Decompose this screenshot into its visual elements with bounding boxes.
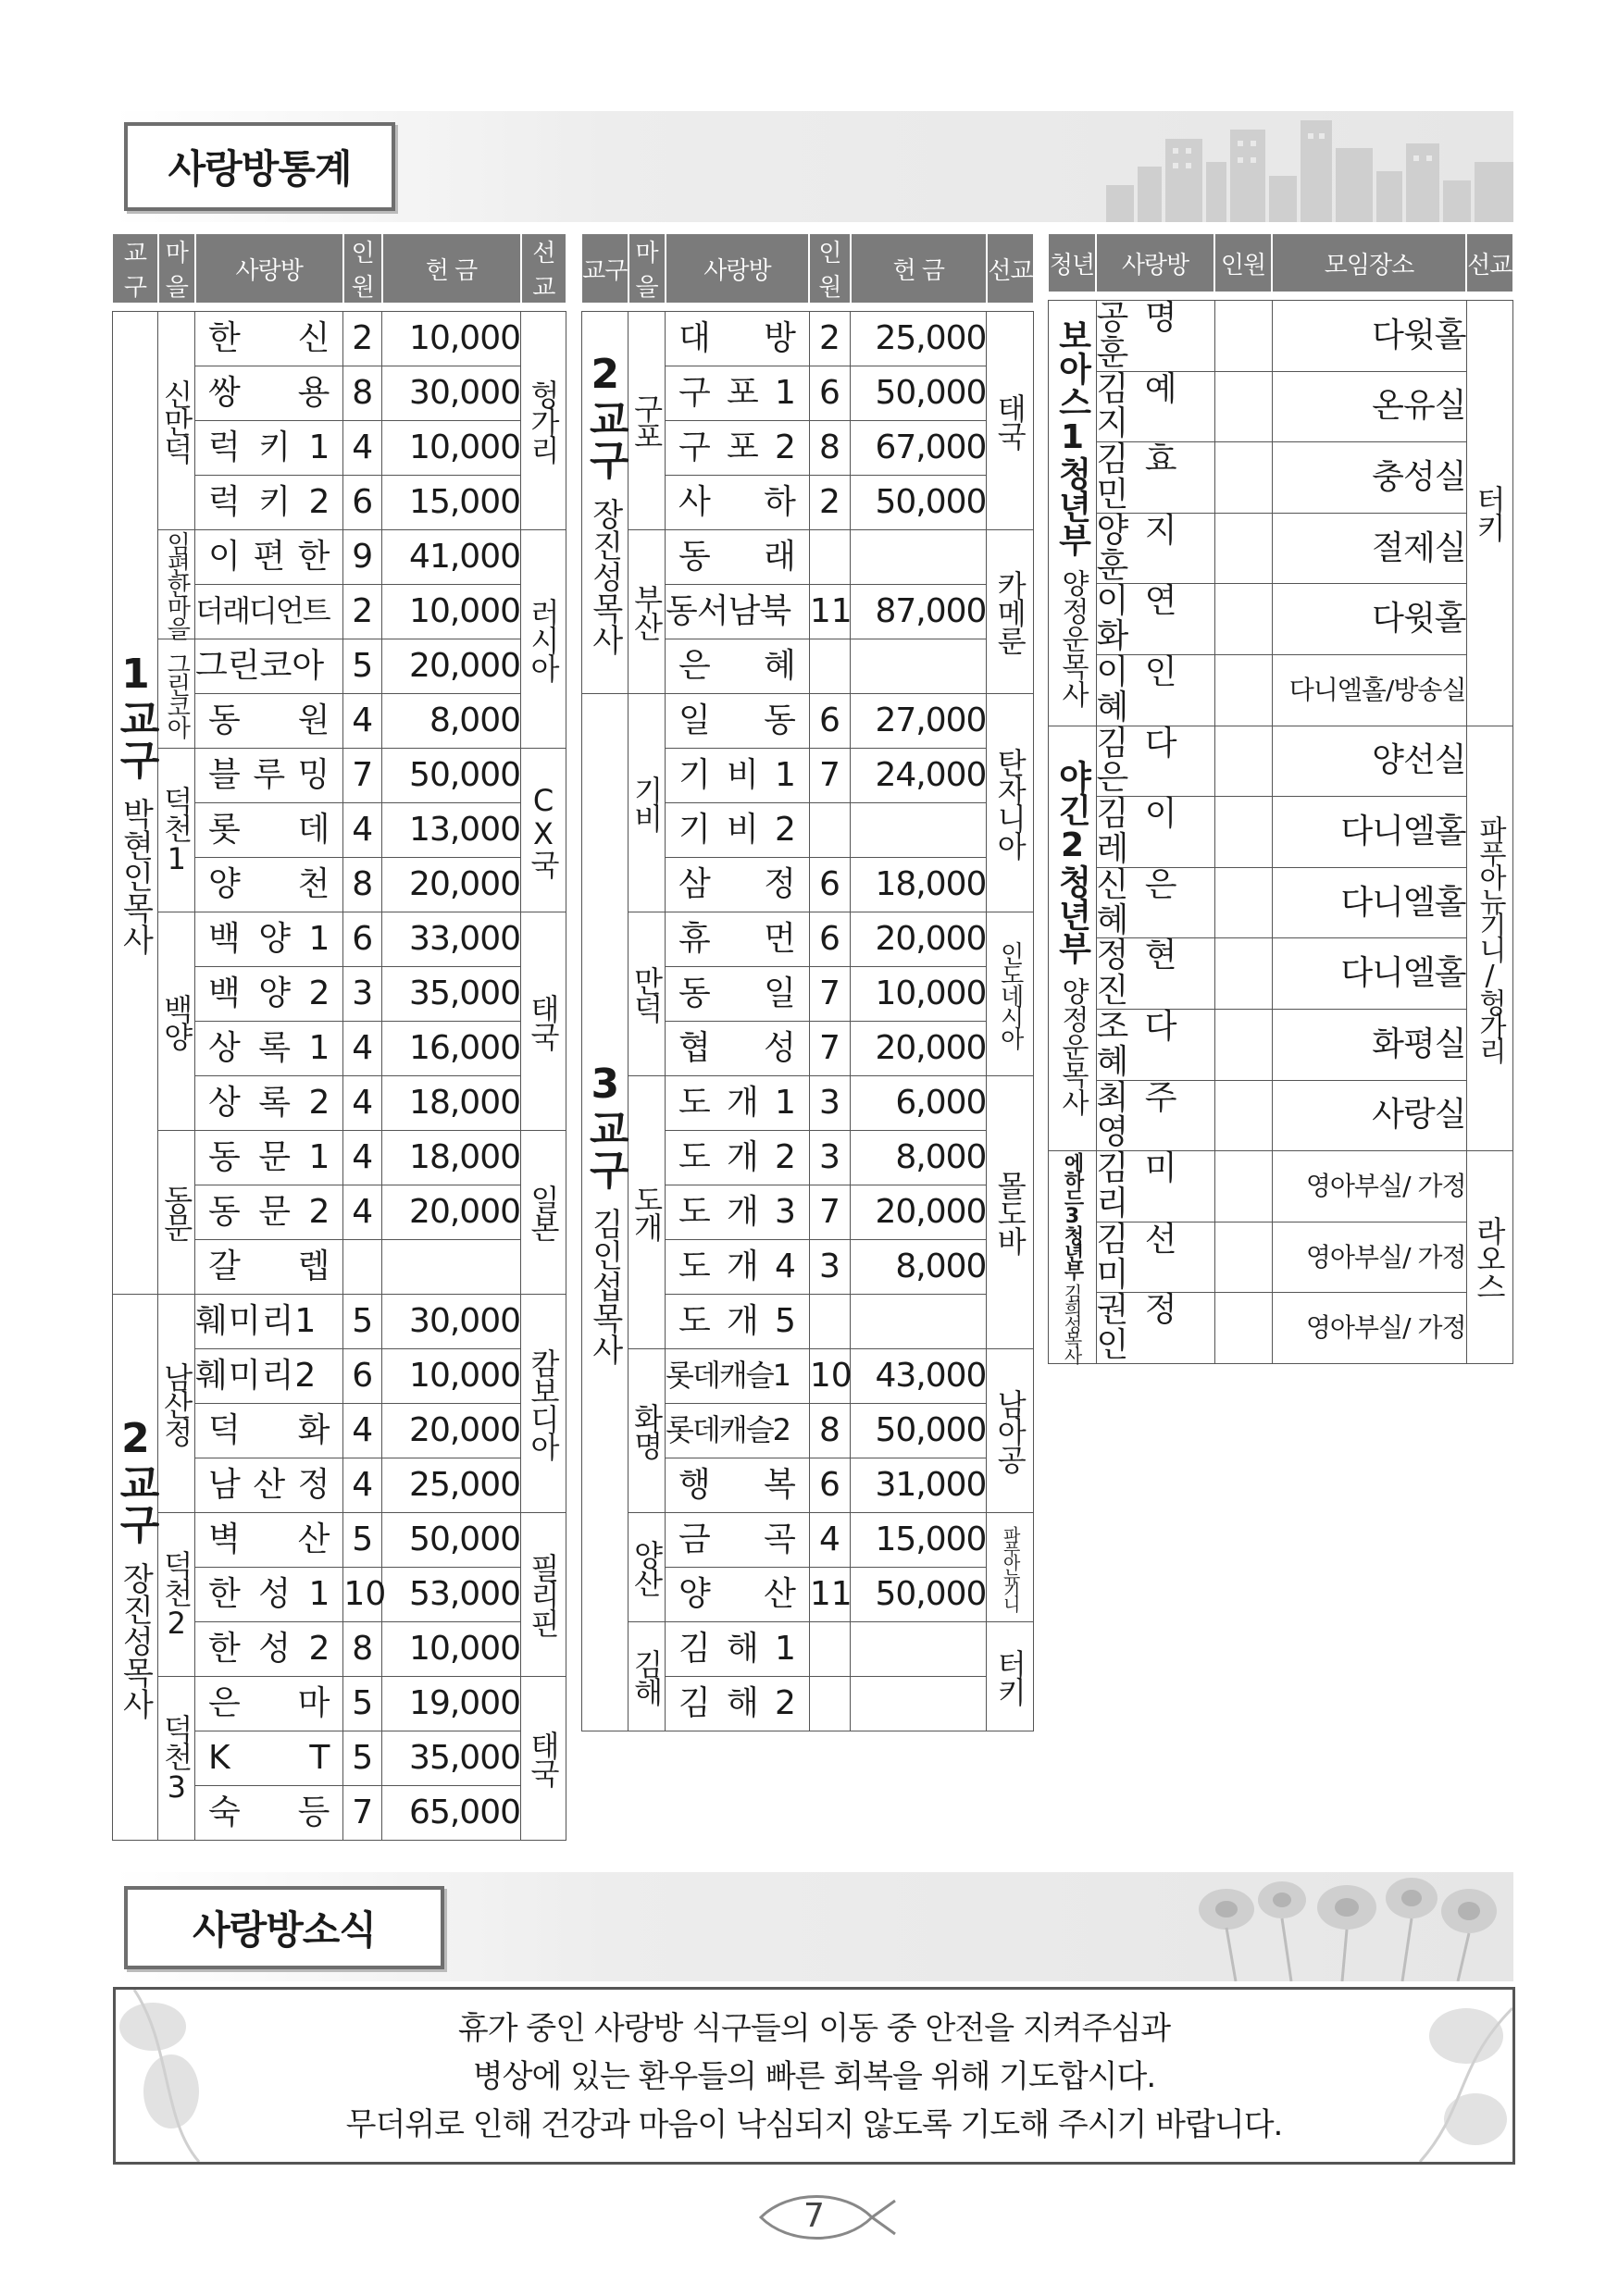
room-amount: 25,000 xyxy=(382,1458,521,1513)
room-count: 6 xyxy=(809,366,850,421)
room-amount: 15,000 xyxy=(851,1513,987,1568)
room-name: 덕 화 xyxy=(195,1404,343,1458)
city-skyline-illustration xyxy=(1106,111,1513,222)
mission-cell: 태국 xyxy=(521,912,566,1131)
leader-count xyxy=(1214,371,1272,442)
youth-group-pastor: 양정운목사 xyxy=(1056,568,1089,708)
room-name: 더래디언트 xyxy=(195,585,343,639)
youth-group-pastor: 양정운목사 xyxy=(1056,977,1089,1117)
room-amount: 24,000 xyxy=(851,749,987,803)
room-amount: 13,000 xyxy=(382,803,521,858)
room-amount: 31,000 xyxy=(851,1458,987,1513)
room-amount: 20,000 xyxy=(851,1185,987,1240)
room-name: 양 산 xyxy=(666,1568,810,1622)
room-count: 2 xyxy=(809,312,850,366)
room-name: 도 개 5 xyxy=(666,1295,810,1349)
room-amount: 30,000 xyxy=(382,1295,521,1349)
room-count: 6 xyxy=(343,476,382,530)
room-name: 동 래 xyxy=(666,530,810,585)
village-cell: 구포 xyxy=(629,312,666,530)
mission-cell: CX국 xyxy=(521,749,566,912)
room-name: 롯 데 xyxy=(195,803,343,858)
room-count xyxy=(809,639,850,694)
youth-group-name: 에하드3청년부 xyxy=(1061,1152,1084,1279)
table-district-1 xyxy=(111,233,566,1841)
leader-name: 신 은 혜 xyxy=(1096,867,1214,938)
room-name: 은 마 xyxy=(195,1677,343,1731)
room-count: 7 xyxy=(343,1786,382,1841)
mission-cell: 캄보디아 xyxy=(521,1295,566,1513)
room-count: 2 xyxy=(343,312,382,366)
flower-illustration xyxy=(1125,1872,1513,1981)
meeting-place: 영아부실/ 가정 xyxy=(1272,1222,1466,1293)
col-header-place: 모임장소 xyxy=(1272,234,1466,292)
leader-count xyxy=(1214,654,1272,726)
meeting-place: 다니엘홀 xyxy=(1272,938,1466,1010)
room-count: 6 xyxy=(809,912,850,967)
room-name: 한 성 1 xyxy=(195,1568,343,1622)
youth-group-name: 보아스1청년부 xyxy=(1053,317,1091,556)
village-cell: 만덕 xyxy=(629,912,666,1076)
room-name: 훼미리2 xyxy=(195,1349,343,1404)
leader-count xyxy=(1214,442,1272,514)
leader-name: 최 주 영 xyxy=(1096,1080,1214,1151)
room-name: 기 비 2 xyxy=(666,803,810,858)
meeting-place: 다윗홀 xyxy=(1272,584,1466,655)
room-count: 11 xyxy=(809,1568,850,1622)
meeting-place: 영아부실/ 가정 xyxy=(1272,1151,1466,1222)
mission-cell: 카메룬 xyxy=(987,530,1034,694)
village-cell: 양산 xyxy=(629,1513,666,1622)
leader-name: 김 효 민 xyxy=(1096,442,1214,514)
room-count: 4 xyxy=(343,1131,382,1185)
room-count: 4 xyxy=(809,1513,850,1568)
room-count: 3 xyxy=(809,1240,850,1295)
district-cell xyxy=(112,1295,158,1841)
district-pastor: 박현인목사 xyxy=(116,798,154,955)
room-amount: 18,000 xyxy=(382,1076,521,1131)
district-pastor: 장진성목사 xyxy=(586,497,624,655)
section-title: 사랑방소식 xyxy=(124,1886,444,1969)
news-line: 휴가 중인 사랑방 식구들의 이동 중 안전을 지켜주심과 xyxy=(457,2010,1171,2047)
room-count: 4 xyxy=(343,1076,382,1131)
page-number xyxy=(752,2190,900,2245)
news-box xyxy=(113,1987,1515,2165)
room-amount: 16,000 xyxy=(382,1022,521,1076)
room-name: 럭 키 1 xyxy=(195,421,343,476)
room-count: 6 xyxy=(343,912,382,967)
room-name: 도 개 3 xyxy=(666,1185,810,1240)
room-amount: 20,000 xyxy=(382,1404,521,1458)
room-name: 동서남북 xyxy=(666,585,810,639)
room-amount: 35,000 xyxy=(382,1731,521,1786)
room-amount: 50,000 xyxy=(382,749,521,803)
village-cell: 도개 xyxy=(629,1076,666,1349)
room-count xyxy=(809,1677,850,1731)
room-count xyxy=(809,1295,850,1349)
mission-cell: 헝가리 xyxy=(521,312,566,530)
room-amount: 53,000 xyxy=(382,1568,521,1622)
leader-count xyxy=(1214,797,1272,868)
room-name: 협 성 xyxy=(666,1022,810,1076)
col-header-amount: 헌 금 xyxy=(851,234,987,304)
room-amount: 19,000 xyxy=(382,1677,521,1731)
room-count: 2 xyxy=(343,585,382,639)
meeting-place: 충성실 xyxy=(1272,442,1466,514)
room-count: 5 xyxy=(343,1731,382,1786)
room-count: 6 xyxy=(809,694,850,749)
col-header-mission: 선교 xyxy=(1466,234,1512,292)
room-count: 4 xyxy=(343,1022,382,1076)
leader-count xyxy=(1214,726,1272,797)
room-amount: 8,000 xyxy=(851,1240,987,1295)
leader-count xyxy=(1214,1293,1272,1364)
room-name: 그린코아 xyxy=(195,639,343,694)
leader-count xyxy=(1214,513,1272,584)
news-line: 병상에 있는 환우들의 빠른 회복을 위해 기도합시다. xyxy=(472,2058,1156,2095)
mission-cell: 탄자니아 xyxy=(987,694,1034,912)
room-amount: 50,000 xyxy=(851,1568,987,1622)
section-header-band xyxy=(113,1872,1513,1981)
room-count: 5 xyxy=(343,639,382,694)
leader-count xyxy=(1214,867,1272,938)
room-amount: 41,000 xyxy=(382,530,521,585)
page-number-text: 7 xyxy=(803,2197,825,2235)
meeting-place: 사랑실 xyxy=(1272,1080,1466,1151)
room-amount: 20,000 xyxy=(382,1185,521,1240)
room-count: 3 xyxy=(343,967,382,1022)
col-header-village: 마을 xyxy=(629,234,666,304)
village-cell: 그린코아 xyxy=(158,639,195,749)
col-header-mission: 선교 xyxy=(987,234,1034,304)
room-name: 동 원 xyxy=(195,694,343,749)
room-amount: 50,000 xyxy=(851,476,987,530)
room-name: 롯데캐슬2 xyxy=(666,1404,810,1458)
col-header-amount: 헌 금 xyxy=(382,234,521,304)
meeting-place: 절제실 xyxy=(1272,513,1466,584)
district-cell xyxy=(581,694,629,1731)
col-header-room: 사랑방 xyxy=(195,234,343,304)
youth-group-cell xyxy=(1048,1151,1096,1364)
room-name: 구 포 1 xyxy=(666,366,810,421)
room-count: 5 xyxy=(343,1513,382,1568)
meeting-place: 영아부실/ 가정 xyxy=(1272,1293,1466,1364)
room-name: 백 양 2 xyxy=(195,967,343,1022)
room-amount: 10,000 xyxy=(382,312,521,366)
room-name: 갈 렙 xyxy=(195,1240,343,1295)
room-amount: 10,000 xyxy=(851,967,987,1022)
room-count: 4 xyxy=(343,1404,382,1458)
room-count xyxy=(809,1622,850,1677)
room-name: 상 록 1 xyxy=(195,1022,343,1076)
room-name: 한 신 xyxy=(195,312,343,366)
room-count: 3 xyxy=(809,1131,850,1185)
room-amount: 18,000 xyxy=(382,1131,521,1185)
room-count: 7 xyxy=(809,1022,850,1076)
room-amount: 25,000 xyxy=(851,312,987,366)
room-name: 양 천 xyxy=(195,858,343,912)
room-count: 10 xyxy=(343,1568,382,1622)
room-amount: 10,000 xyxy=(382,1622,521,1677)
col-header-count: 인원 xyxy=(809,234,850,304)
room-count: 9 xyxy=(343,530,382,585)
room-count: 7 xyxy=(343,749,382,803)
room-amount: 50,000 xyxy=(382,1513,521,1568)
youth-group-name: 야긴2청년부 xyxy=(1053,760,1091,965)
col-header-village: 마을 xyxy=(158,234,195,304)
room-name: 행 복 xyxy=(666,1458,810,1513)
leader-name: 조 다 혜 xyxy=(1096,1009,1214,1080)
col-header-room: 사랑방 xyxy=(1096,234,1214,292)
room-amount xyxy=(851,530,987,585)
room-name: 남 산 정 xyxy=(195,1458,343,1513)
col-header-count: 인원 xyxy=(343,234,382,304)
district-pastor: 장진성목사 xyxy=(116,1562,154,1719)
mission-cell: 터키 xyxy=(987,1622,1034,1731)
room-amount: 50,000 xyxy=(851,366,987,421)
room-amount: 6,000 xyxy=(851,1076,987,1131)
room-name: 이 편 한 xyxy=(195,530,343,585)
district-cell xyxy=(581,312,629,694)
room-amount: 20,000 xyxy=(851,912,987,967)
village-cell: 부산 xyxy=(629,530,666,694)
room-name: 기 비 1 xyxy=(666,749,810,803)
room-name: 백 양 1 xyxy=(195,912,343,967)
table-district-2-3 xyxy=(580,233,1034,1731)
room-name: 도 개 2 xyxy=(666,1131,810,1185)
room-count: 7 xyxy=(809,1185,850,1240)
room-name: 김 해 1 xyxy=(666,1622,810,1677)
leader-count xyxy=(1214,1222,1272,1293)
room-name: 럭 키 2 xyxy=(195,476,343,530)
room-amount: 8,000 xyxy=(851,1131,987,1185)
room-count xyxy=(809,803,850,858)
room-amount: 10,000 xyxy=(382,585,521,639)
village-cell: 남산정 xyxy=(158,1295,195,1513)
mission-cell: 남아공 xyxy=(987,1349,1034,1513)
leader-name: 김 선 미 xyxy=(1096,1222,1214,1293)
room-count: 6 xyxy=(809,1458,850,1513)
leader-name: 김 다 은 xyxy=(1096,726,1214,797)
meeting-place: 다니엘홀 xyxy=(1272,797,1466,868)
room-name: 롯데캐슬1 xyxy=(666,1349,810,1404)
room-name: 동 일 xyxy=(666,967,810,1022)
meeting-place: 온유실 xyxy=(1272,371,1466,442)
room-name: 한 성 2 xyxy=(195,1622,343,1677)
col-header-room: 사랑방 xyxy=(666,234,810,304)
room-count xyxy=(809,530,850,585)
leader-count xyxy=(1214,1151,1272,1222)
room-amount: 87,000 xyxy=(851,585,987,639)
mission-cell: 라오스 xyxy=(1466,1151,1512,1364)
room-amount xyxy=(851,639,987,694)
room-name: 대 방 xyxy=(666,312,810,366)
room-amount: 20,000 xyxy=(851,1022,987,1076)
room-name: 훼미리1 xyxy=(195,1295,343,1349)
mission-cell: 터키 xyxy=(1466,301,1512,726)
room-name: 금 곡 xyxy=(666,1513,810,1568)
leader-count xyxy=(1214,1009,1272,1080)
col-header-mission: 선교 xyxy=(521,234,566,304)
room-count: 8 xyxy=(809,421,850,476)
room-count: 11 xyxy=(809,585,850,639)
village-cell: 백양 xyxy=(158,912,195,1131)
table-youth xyxy=(1047,233,1513,1364)
room-count: 8 xyxy=(343,858,382,912)
mission-cell: 몰도바 xyxy=(987,1076,1034,1349)
district-name: 3교구 xyxy=(581,1060,629,1189)
col-header-youth: 청년 xyxy=(1048,234,1096,292)
village-cell: 덕천1 xyxy=(158,749,195,912)
room-amount: 30,000 xyxy=(382,366,521,421)
room-count: 3 xyxy=(809,1076,850,1131)
village-cell: 동문 xyxy=(158,1131,195,1295)
village-cell: 기비 xyxy=(629,694,666,912)
district-cell xyxy=(112,312,158,1295)
section-title: 사랑방통계 xyxy=(124,122,395,211)
room-name: 은 혜 xyxy=(666,639,810,694)
mission-cell: 일본 xyxy=(521,1131,566,1295)
room-count: 6 xyxy=(343,1349,382,1404)
village-cell: 덕천3 xyxy=(158,1677,195,1841)
room-amount xyxy=(382,1240,521,1295)
leader-count xyxy=(1214,938,1272,1010)
room-amount: 20,000 xyxy=(382,639,521,694)
col-header-count: 인원 xyxy=(1214,234,1272,292)
room-count: 8 xyxy=(343,1622,382,1677)
room-name: 삼 정 xyxy=(666,858,810,912)
leader-name: 이 인 혜 xyxy=(1096,654,1214,726)
room-name: 사 하 xyxy=(666,476,810,530)
fish-icon xyxy=(752,2190,900,2245)
village-cell: 화명 xyxy=(629,1349,666,1513)
mission-cell: 태국 xyxy=(987,312,1034,530)
meeting-place: 다윗홀 xyxy=(1272,301,1466,372)
room-amount: 15,000 xyxy=(382,476,521,530)
room-count: 4 xyxy=(343,803,382,858)
room-amount: 10,000 xyxy=(382,1349,521,1404)
leader-count xyxy=(1214,584,1272,655)
youth-group-cell xyxy=(1048,726,1096,1151)
room-count: 2 xyxy=(809,476,850,530)
district-name: 2교구 xyxy=(581,350,629,479)
room-name: 구 포 2 xyxy=(666,421,810,476)
village-cell: 덕천2 xyxy=(158,1513,195,1677)
room-count: 7 xyxy=(809,749,850,803)
room-name: 일 동 xyxy=(666,694,810,749)
col-header-district: 교구 xyxy=(112,234,158,304)
room-count: 5 xyxy=(343,1677,382,1731)
room-name: 쌍 용 xyxy=(195,366,343,421)
room-count: 4 xyxy=(343,421,382,476)
room-name: 동 문 2 xyxy=(195,1185,343,1240)
room-amount: 50,000 xyxy=(851,1404,987,1458)
room-name: 김 해 2 xyxy=(666,1677,810,1731)
room-amount: 8,000 xyxy=(382,694,521,749)
room-count: 8 xyxy=(809,1404,850,1458)
meeting-place: 화평실 xyxy=(1272,1009,1466,1080)
room-count: 8 xyxy=(343,366,382,421)
room-name: 숙 등 xyxy=(195,1786,343,1841)
room-name: 도 개 1 xyxy=(666,1076,810,1131)
village-cell: 임편한마을 xyxy=(158,530,195,639)
leader-name: 김 이 레 xyxy=(1096,797,1214,868)
mission-cell: 러시아 xyxy=(521,530,566,749)
room-amount: 35,000 xyxy=(382,967,521,1022)
village-cell: 신만덕 xyxy=(158,312,195,530)
room-name: 휴 먼 xyxy=(666,912,810,967)
leader-count xyxy=(1214,1080,1272,1151)
leader-name: 김 예 지 xyxy=(1096,371,1214,442)
leader-name: 이 연 화 xyxy=(1096,584,1214,655)
room-amount xyxy=(851,1622,987,1677)
leader-name: 김 미 리 xyxy=(1096,1151,1214,1222)
room-name: K T xyxy=(195,1731,343,1786)
room-count: 10 xyxy=(809,1349,850,1404)
meeting-place: 다니엘홀 xyxy=(1272,867,1466,938)
room-amount: 18,000 xyxy=(851,858,987,912)
room-count: 4 xyxy=(343,1185,382,1240)
news-line: 무더위로 인해 건강과 마음이 낙심되지 않도록 기도해 주시기 바랍니다. xyxy=(345,2106,1283,2143)
section-header-band xyxy=(113,111,1513,222)
leader-name: 공 명 훈 xyxy=(1096,301,1214,372)
room-count: 4 xyxy=(343,1458,382,1513)
room-count: 7 xyxy=(809,967,850,1022)
leader-count xyxy=(1214,301,1272,372)
mission-cell: 파푸아뉴기니/헝가리 xyxy=(1466,726,1512,1151)
room-name: 도 개 4 xyxy=(666,1240,810,1295)
mission-cell: 태국 xyxy=(521,1677,566,1841)
room-count: 4 xyxy=(343,694,382,749)
room-name: 동 문 1 xyxy=(195,1131,343,1185)
meeting-place: 양선실 xyxy=(1272,726,1466,797)
room-count: 6 xyxy=(809,858,850,912)
meeting-place: 다니엘홀/방송실 xyxy=(1272,654,1466,726)
youth-group-pastor: 김희성목사 xyxy=(1061,1284,1083,1363)
room-amount: 65,000 xyxy=(382,1786,521,1841)
room-amount xyxy=(851,1677,987,1731)
village-cell: 김해 xyxy=(629,1622,666,1731)
room-amount: 27,000 xyxy=(851,694,987,749)
mission-cell: 필리핀 xyxy=(521,1513,566,1677)
mission-cell: 인도네시아 xyxy=(987,912,1034,1076)
col-header-district: 교구 xyxy=(581,234,629,304)
district-name: 2교구 xyxy=(111,1415,159,1544)
district-pastor: 김인섭목사 xyxy=(586,1207,624,1365)
room-amount: 67,000 xyxy=(851,421,987,476)
room-amount xyxy=(851,803,987,858)
room-amount: 20,000 xyxy=(382,858,521,912)
room-name: 벽 산 xyxy=(195,1513,343,1568)
mission-cell: 파푸아뉴기니 xyxy=(987,1513,1034,1622)
youth-group-cell xyxy=(1048,301,1096,726)
district-name: 1교구 xyxy=(111,651,159,779)
room-amount xyxy=(851,1295,987,1349)
room-count xyxy=(343,1240,382,1295)
room-amount: 43,000 xyxy=(851,1349,987,1404)
leader-name: 권 정 인 xyxy=(1096,1293,1214,1364)
room-count: 5 xyxy=(343,1295,382,1349)
leader-name: 정 현 진 xyxy=(1096,938,1214,1010)
leader-name: 양 지 훈 xyxy=(1096,513,1214,584)
room-amount: 10,000 xyxy=(382,421,521,476)
room-name: 블 루 밍 xyxy=(195,749,343,803)
room-amount: 33,000 xyxy=(382,912,521,967)
room-name: 상 록 2 xyxy=(195,1076,343,1131)
